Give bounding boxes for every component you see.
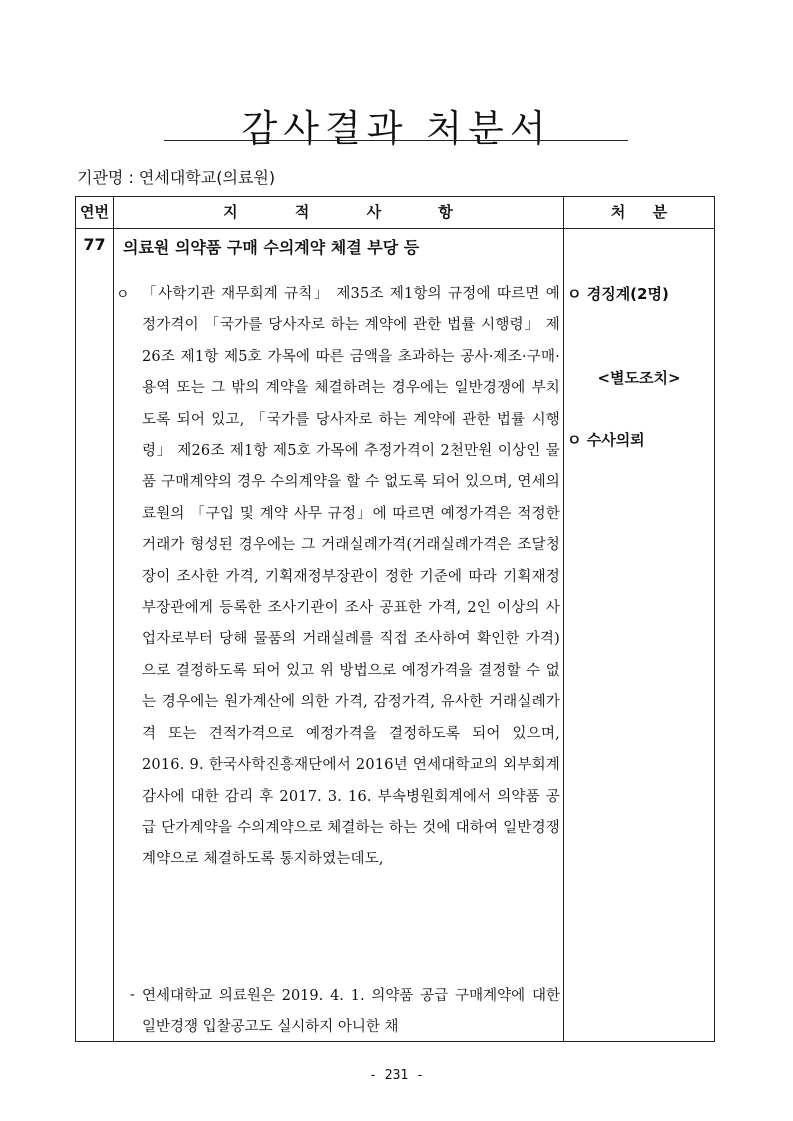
document-title: 감사결과 처분서 xyxy=(241,107,552,150)
title-underline xyxy=(164,140,628,141)
column-divider-disposition xyxy=(563,197,564,1041)
header-disposition: 처 분 xyxy=(610,203,668,221)
disposition-investigation-request: ㅇ 수사의뢰 xyxy=(567,431,645,449)
dash-marker: - xyxy=(130,987,135,1003)
header-findings: 지 적 사 항 xyxy=(223,203,453,221)
bullet-marker: ㅇ xyxy=(116,287,130,303)
row-number: 77 xyxy=(83,235,106,254)
disposition-separate-action-label: <별도조치> xyxy=(597,369,681,387)
finding-paragraph: 「사학기관 재무회계 규칙」 제35조 제1항의 규정에 따르면 예정가격이 「국가를 당사자로 하는 계약에 관한 법률 시행령」 제26조 제1항 제5호 가목에 따른 금액을 초과하는 공사·제조·구매·용역 또는 그 밖의 계약을 체결하려는 경우에는 일반경쟁에 부치도록 되어 있고, 「국가를 당사자로 하는 계약에 관한 법률 시행령」 제26조 제1항 제5호 가목에 추정가격이 2천만원 이상인 물품 구매계약의 경우 수의계약을 할 수 없도록 되어 있으며, 연세의료원의 「구입 및 계약 사무 규정」에 따르면 예정가격은 적정한 거래가 형성된 경우에는 그 거래실례가격(거래실례가격은 조달청장이 조사한 가격, 기획재정부장관이 정한 기준에 따라 기획재정부장관에게 등록한 조사기관이 조사 공표한 가격, 2인 이상의 사업자로부터 당해 물품의 거래실례를 직접 조사하여 확인한 가격)으로 결정하도록 되어 있고 위 방법으로 예정가격을 결정할 수 없는 경우에는 원가계산에 의한 가격, 감정가격, 유사한 거래실례가격 또는 견적가격으로 예정가격을 결정하도록 되어 있으며, 2016. 9. 한국사학진흥재단에서 2016년 연세대학교의 외부회계 감사에 대한 감리 후 2017. 3. 16. 부속병원회계에서 의약품 공급 단가계약을 수의계약으로 체결하는 하는 것에 대하여 일반경쟁계약으로 체결하도록 통지하였는데도, xyxy=(142,286,560,868)
case-title: 의료원 의약품 구매 수의계약 체결 부당 등 xyxy=(123,238,420,257)
header-rule xyxy=(76,228,714,229)
header-number: 연번 xyxy=(80,203,109,221)
finding-subparagraph: 연세대학교 의료원은 2019. 4. 1. 의약품 공급 구매계약에 대한 일반경쟁 입찰공고도 실시하지 아니한 채 xyxy=(142,988,560,1036)
disposition-light-discipline: ㅇ 경징계(2명) xyxy=(567,285,669,303)
agency-name: 기관명 : 연세대학교(의료원) xyxy=(77,168,276,187)
column-divider-number xyxy=(113,197,114,1041)
findings-table xyxy=(75,196,715,1042)
page-number: - 231 - xyxy=(369,1068,424,1083)
